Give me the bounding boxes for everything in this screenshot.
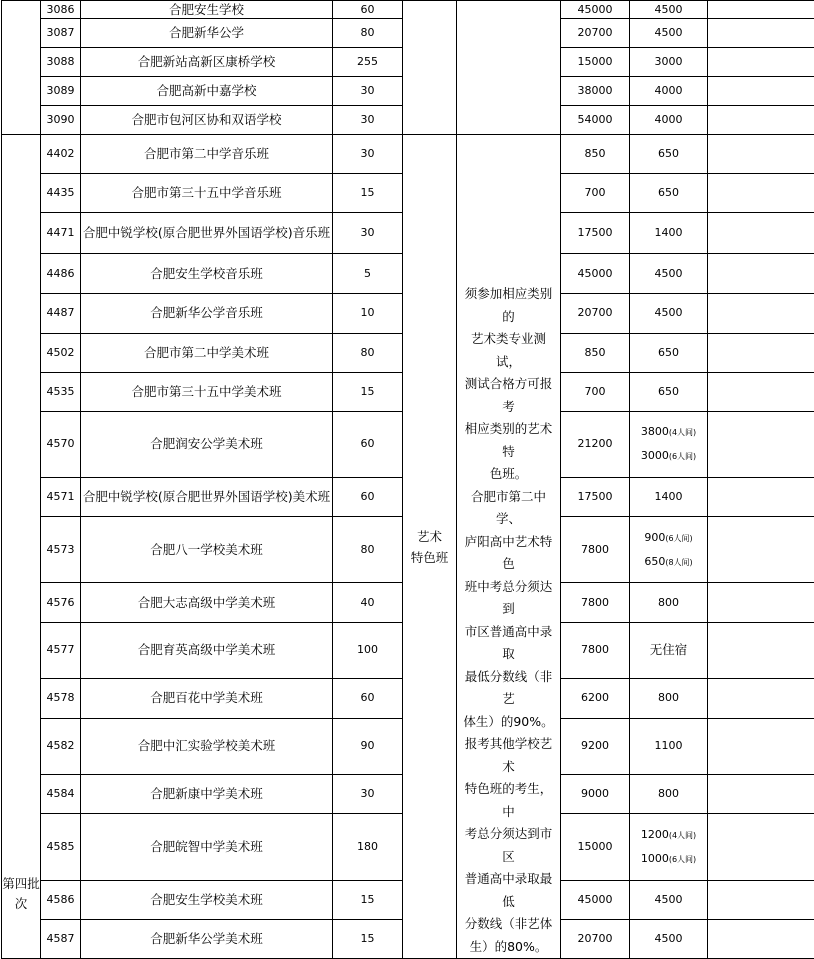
note-line: 艺术类专业测试， (459, 328, 558, 373)
lodging-fee-option-1: 3800 (641, 425, 669, 438)
tuition-fee: 45000 (561, 880, 630, 919)
school-code: 4582 (41, 718, 81, 775)
school-code: 4573 (41, 517, 81, 583)
remark-cell (708, 622, 814, 679)
school-code: 3089 (41, 77, 81, 106)
plan-count: 100 (333, 622, 403, 679)
lodging-fee-option-2-room: (8人间) (665, 558, 692, 567)
remark-cell (708, 583, 814, 622)
school-code: 4502 (41, 333, 81, 372)
tuition-fee: 38000 (561, 77, 630, 106)
lodging-fee: 800 (630, 775, 708, 814)
remark-cell (708, 253, 814, 294)
tuition-fee: 6200 (561, 679, 630, 718)
plan-count: 80 (333, 333, 403, 372)
lodging-fee-option-1: 1200 (641, 828, 669, 841)
school-name: 合肥市第三十五中学美术班 (81, 372, 333, 411)
school-code: 4586 (41, 880, 81, 919)
plan-count: 60 (333, 1, 403, 19)
note-line: 班中考总分须达到 (459, 576, 558, 621)
plan-count: 40 (333, 583, 403, 622)
plan-count: 30 (333, 106, 403, 135)
note-line: 普通高中录取最低 (459, 868, 558, 913)
note-line: 分数线（非艺体 (459, 913, 558, 936)
lodging-fee (630, 411, 708, 477)
school-name: 合肥新华公学美术班 (81, 919, 333, 958)
school-code: 3090 (41, 106, 81, 135)
school-code: 4471 (41, 213, 81, 254)
remark-cell (708, 106, 814, 135)
lodging-fee: 无住宿 (630, 622, 708, 679)
remark-cell (708, 294, 814, 333)
plan-count: 80 (333, 19, 403, 48)
lodging-fee: 800 (630, 583, 708, 622)
tuition-fee: 17500 (561, 213, 630, 254)
school-name: 合肥市包河区协和双语学校 (81, 106, 333, 135)
remark-cell (708, 775, 814, 814)
lodging-fee (630, 517, 708, 583)
school-code: 4584 (41, 775, 81, 814)
school-code: 4570 (41, 411, 81, 477)
remark-cell (708, 48, 814, 77)
lodging-fee-option-1-room: (4人间) (669, 831, 696, 840)
school-name: 合肥百花中学美术班 (81, 679, 333, 718)
remark-cell (708, 679, 814, 718)
remark-cell (708, 517, 814, 583)
lodging-fee-option-2-room: (6人间) (669, 855, 696, 864)
remark-cell (708, 880, 814, 919)
plan-count: 15 (333, 174, 403, 213)
batch-label: 第四批次 (2, 876, 40, 911)
remark-cell (708, 333, 814, 372)
school-name: 合肥八一学校美术班 (81, 517, 333, 583)
plan-count: 80 (333, 517, 403, 583)
note-line: 测试合格方可报考 (459, 373, 558, 418)
school-name: 合肥新华公学音乐班 (81, 294, 333, 333)
school-name: 合肥中锐学校(原合肥世界外国语学校)美术班 (81, 478, 333, 517)
lodging-fee: 4500 (630, 1, 708, 19)
plan-count: 15 (333, 880, 403, 919)
school-code: 4576 (41, 583, 81, 622)
school-name: 合肥大志高级中学美术班 (81, 583, 333, 622)
remark-cell (708, 478, 814, 517)
plan-count: 5 (333, 253, 403, 294)
lodging-fee (630, 814, 708, 880)
school-name: 合肥安生学校音乐班 (81, 253, 333, 294)
tuition-fee: 20700 (561, 19, 630, 48)
plan-count: 15 (333, 372, 403, 411)
tuition-fee: 45000 (561, 253, 630, 294)
enrollment-table (1, 0, 814, 959)
lodging-fee: 1100 (630, 718, 708, 775)
tuition-fee: 850 (561, 333, 630, 372)
plan-count: 30 (333, 77, 403, 106)
lodging-fee-option-2: 3000 (641, 449, 669, 462)
remark-cell (708, 372, 814, 411)
plan-count: 30 (333, 775, 403, 814)
school-name: 合肥中汇实验学校美术班 (81, 718, 333, 775)
remark-cell (708, 19, 814, 48)
lodging-fee: 4000 (630, 106, 708, 135)
note-line: 市区普通高中录取 (459, 621, 558, 666)
school-code: 3086 (41, 1, 81, 19)
school-name: 合肥皖智中学美术班 (81, 814, 333, 880)
table-row (2, 1, 814, 19)
tuition-fee: 17500 (561, 478, 630, 517)
school-code: 4535 (41, 372, 81, 411)
lodging-fee: 4500 (630, 253, 708, 294)
school-name: 合肥市第三十五中学音乐班 (81, 174, 333, 213)
lodging-fee-option-2: 650 (644, 555, 665, 568)
remark-cell (708, 77, 814, 106)
tuition-fee: 9200 (561, 718, 630, 775)
school-code: 4577 (41, 622, 81, 679)
tuition-fee: 15000 (561, 814, 630, 880)
remark-cell (708, 135, 814, 174)
school-name: 合肥新站高新区康桥学校 (81, 48, 333, 77)
plan-count: 90 (333, 718, 403, 775)
tuition-fee: 20700 (561, 294, 630, 333)
plan-count: 15 (333, 919, 403, 958)
school-name: 合肥安生学校美术班 (81, 880, 333, 919)
tuition-fee: 7800 (561, 583, 630, 622)
school-name: 合肥市第二中学音乐班 (81, 135, 333, 174)
school-code: 4487 (41, 294, 81, 333)
remark-cell (708, 1, 814, 19)
lodging-fee-option-1: 900 (644, 531, 665, 544)
remark-cell (708, 919, 814, 958)
batch-cell-previous (2, 1, 41, 135)
tuition-fee: 54000 (561, 106, 630, 135)
note-line: 色班。 (459, 463, 558, 486)
lodging-fee: 650 (630, 135, 708, 174)
lodging-fee-option-1-room: (4人间) (669, 428, 696, 437)
remark-cell (708, 411, 814, 477)
remark-cell (708, 213, 814, 254)
tuition-fee: 15000 (561, 48, 630, 77)
lodging-fee: 1400 (630, 478, 708, 517)
tuition-fee: 45000 (561, 1, 630, 19)
note-line: 相应类别的艺术特 (459, 418, 558, 463)
lodging-fee: 4500 (630, 19, 708, 48)
remark-cell (708, 174, 814, 213)
lodging-fee: 4500 (630, 880, 708, 919)
tuition-fee: 700 (561, 372, 630, 411)
category-cell-previous (403, 1, 457, 135)
lodging-fee-option-2-room: (6人间) (669, 452, 696, 461)
tuition-fee: 20700 (561, 919, 630, 958)
plan-count: 180 (333, 814, 403, 880)
table-row (2, 135, 814, 174)
note-line: 须参加相应类别的 (459, 283, 558, 328)
admission-note-cell (457, 135, 561, 959)
tuition-fee: 21200 (561, 411, 630, 477)
tuition-fee: 9000 (561, 775, 630, 814)
school-name: 合肥润安公学美术班 (81, 411, 333, 477)
plan-count: 30 (333, 213, 403, 254)
school-code: 4435 (41, 174, 81, 213)
batch-cell (2, 135, 41, 959)
note-line: 体生）的90%。 (459, 711, 558, 734)
admission-note (457, 283, 560, 958)
school-name: 合肥高新中嘉学校 (81, 77, 333, 106)
note-cell-previous (457, 1, 561, 135)
school-name: 合肥育英高级中学美术班 (81, 622, 333, 679)
lodging-fee: 650 (630, 372, 708, 411)
school-name: 合肥中锐学校(原合肥世界外国语学校)音乐班 (81, 213, 333, 254)
lodging-fee-option-1-room: (6人间) (665, 534, 692, 543)
lodging-fee: 1400 (630, 213, 708, 254)
plan-count: 10 (333, 294, 403, 333)
school-name: 合肥新华公学 (81, 19, 333, 48)
school-code: 3087 (41, 19, 81, 48)
lodging-fee: 4500 (630, 294, 708, 333)
note-line: 合肥市第二中学、 (459, 486, 558, 531)
plan-count: 30 (333, 135, 403, 174)
school-name: 合肥安生学校 (81, 1, 333, 19)
school-code: 4587 (41, 919, 81, 958)
lodging-fee-option-2: 1000 (641, 852, 669, 865)
remark-cell (708, 814, 814, 880)
school-code: 4571 (41, 478, 81, 517)
category-cell (403, 135, 457, 959)
plan-count: 60 (333, 478, 403, 517)
category-label-line2: 特色班 (411, 550, 449, 565)
school-code: 4486 (41, 253, 81, 294)
lodging-fee: 650 (630, 333, 708, 372)
plan-count: 60 (333, 679, 403, 718)
tuition-fee: 7800 (561, 517, 630, 583)
note-line: 特色班的考生，中 (459, 778, 558, 823)
remark-cell (708, 718, 814, 775)
note-line: 报考其他学校艺术 (459, 733, 558, 778)
lodging-fee: 800 (630, 679, 708, 718)
plan-count: 60 (333, 411, 403, 477)
plan-count: 255 (333, 48, 403, 77)
note-line: 考总分须达到市区 (459, 823, 558, 868)
school-code: 4585 (41, 814, 81, 880)
school-name: 合肥新康中学美术班 (81, 775, 333, 814)
note-line: 最低分数线（非艺 (459, 666, 558, 711)
category-label-line1: 艺术 (417, 529, 442, 544)
school-code: 4578 (41, 679, 81, 718)
tuition-fee: 850 (561, 135, 630, 174)
lodging-fee: 4500 (630, 919, 708, 958)
school-code: 4402 (41, 135, 81, 174)
lodging-fee: 3000 (630, 48, 708, 77)
note-line: 庐阳高中艺术特色 (459, 531, 558, 576)
note-line: 生）的80%。 (459, 936, 558, 959)
school-name: 合肥市第二中学美术班 (81, 333, 333, 372)
lodging-fee: 650 (630, 174, 708, 213)
school-code: 3088 (41, 48, 81, 77)
tuition-fee: 700 (561, 174, 630, 213)
tuition-fee: 7800 (561, 622, 630, 679)
lodging-fee: 4000 (630, 77, 708, 106)
